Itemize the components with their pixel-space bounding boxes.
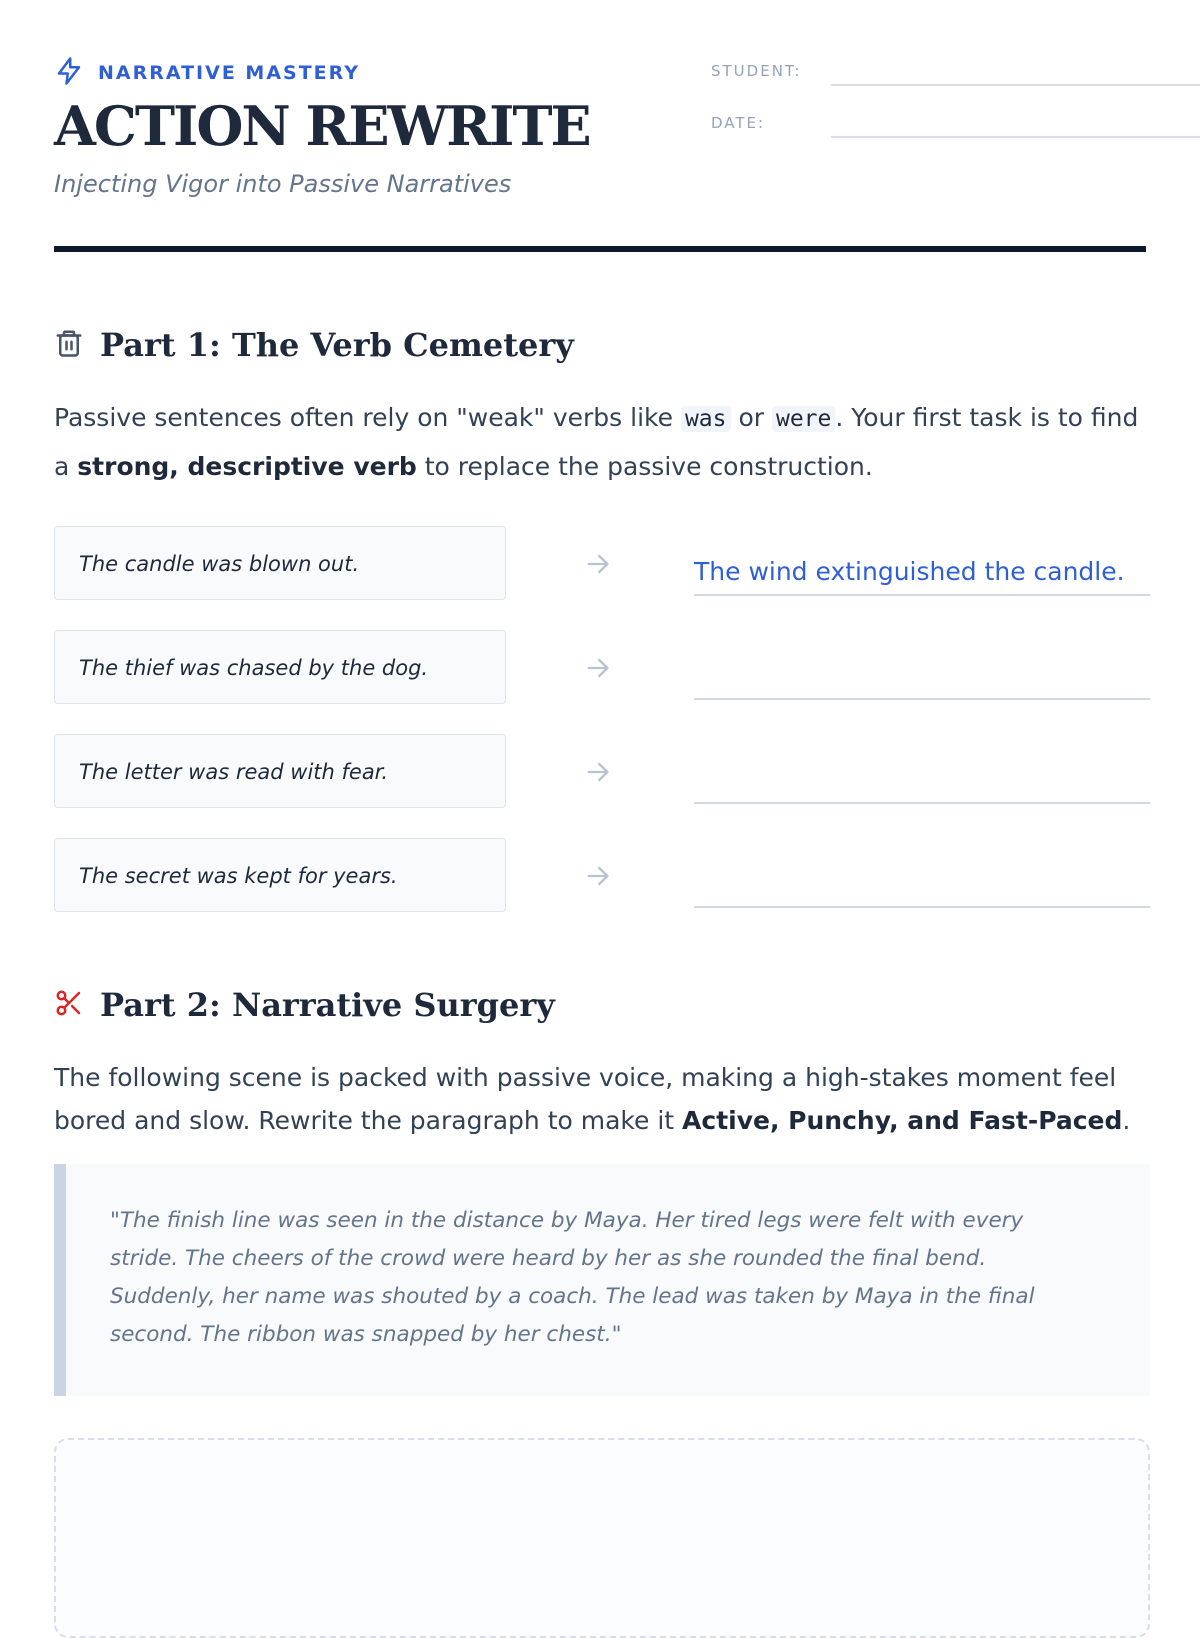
exercise-row [54, 526, 1150, 602]
part1-heading [54, 326, 574, 364]
passive-paragraph-quote [54, 1164, 1150, 1396]
part1-intro [54, 394, 1150, 490]
date-field [711, 104, 1200, 138]
brand-label: NARRATIVE MASTERY [98, 62, 361, 84]
answer-line[interactable] [694, 630, 1150, 700]
answer-line[interactable] [694, 838, 1150, 908]
quote-text: "The finish line was seen in the distance by Maya. Her tired legs were felt with every stride. The cheers of the crowd were heard by her as she rounded the final bend. Suddenly, her name was shouted by a coach. The lead was taken by Maya in the final second. The ribbon was snapped by her chest." [110, 1208, 1035, 1347]
intro-text: Passive sentences often rely on "weak" verbs like [54, 403, 681, 432]
arrow-right-icon [584, 758, 612, 786]
arrow-right-icon [584, 862, 612, 890]
trash-can-icon [54, 328, 84, 362]
student-field [711, 52, 1200, 86]
intro-bold: Active, Punchy, and Fast-Paced [682, 1106, 1123, 1135]
student-label: STUDENT: [711, 62, 802, 80]
part2-heading [54, 986, 555, 1024]
intro-text: . [1122, 1106, 1131, 1135]
date-label: DATE: [711, 114, 766, 132]
answer-line[interactable] [694, 734, 1150, 804]
page-subtitle: Injecting Vigor into Passive Narratives [54, 170, 512, 198]
code-was: was [681, 406, 731, 432]
intro-text: . Your first task is to find a [54, 403, 1139, 481]
page-title: ACTION REWRITE [54, 94, 590, 158]
passive-sentence: The letter was read with fear. [79, 760, 389, 784]
arrow-right-icon [584, 550, 612, 578]
lightning-bolt-icon [54, 56, 84, 90]
answer-text: The wind extinguished the candle. [694, 557, 1125, 586]
passive-sentence-box [54, 526, 506, 600]
student-name-line[interactable] [831, 84, 1200, 86]
header-divider [54, 246, 1146, 252]
intro-text: The following scene is packed with passive voice, making a high-stakes moment feel bored and slow. Rewrite the paragraph to make it [54, 1063, 1117, 1135]
passive-sentence-box [54, 630, 506, 704]
code-were: were [772, 406, 835, 432]
intro-text: to replace the passive construction. [416, 452, 873, 481]
passive-sentence-box [54, 734, 506, 808]
arrow-right-icon [584, 654, 612, 682]
part2-intro [54, 1056, 1150, 1142]
worksheet-header [54, 0, 1146, 256]
exercise-row [54, 838, 1150, 914]
passive-sentence: The thief was chased by the dog. [79, 656, 429, 680]
rewrite-writing-area[interactable] [54, 1438, 1150, 1638]
passive-sentence-box [54, 838, 506, 912]
intro-bold: strong, descriptive verb [77, 452, 417, 481]
scissors-icon [54, 988, 84, 1022]
date-line[interactable] [831, 136, 1200, 138]
part2-title: Part 2: Narrative Surgery [100, 986, 555, 1024]
part1-title: Part 1: The Verb Cemetery [100, 326, 574, 364]
exercise-row [54, 630, 1150, 706]
answer-line[interactable] [694, 526, 1150, 596]
intro-text: or [730, 403, 772, 432]
passive-sentence: The candle was blown out. [79, 552, 360, 576]
brand [54, 56, 360, 90]
passive-sentence: The secret was kept for years. [79, 864, 398, 888]
exercise-row [54, 734, 1150, 810]
